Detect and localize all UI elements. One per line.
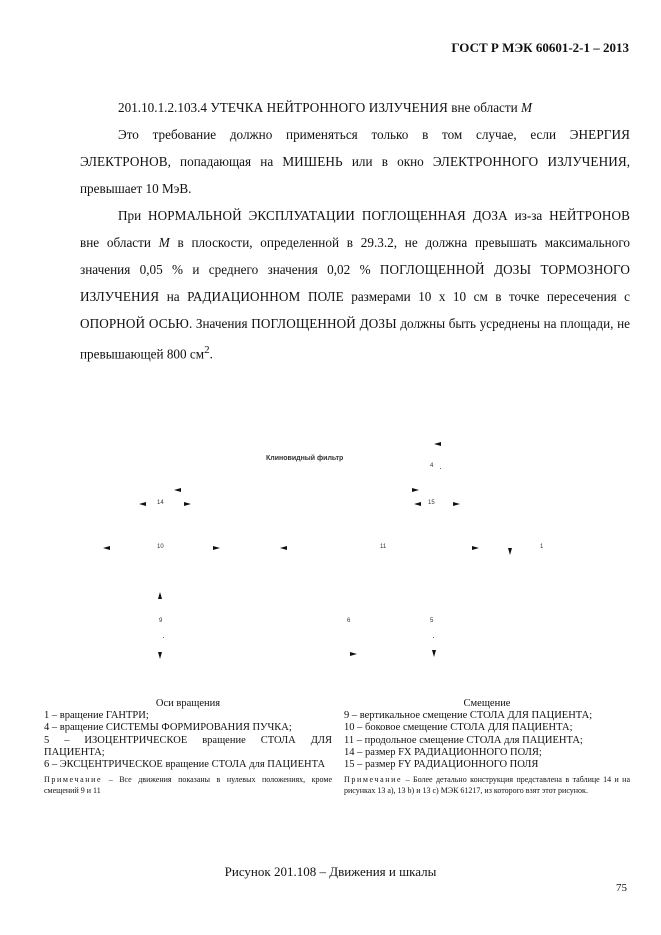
legend-item: 9 – вертикальное смещение СТОЛА ДЛЯ ПАЦИЕНТА; [344, 710, 593, 722]
p2-term-4: РАДИАЦИОННОМ ПОЛЕ [187, 289, 344, 304]
arrow-right-icon [472, 546, 479, 550]
legend-item: 5 – ИЗОЦЕНТРИЧЕСКОЕ вращение СТОЛА ДЛЯ ПАЦИЕНТА; [44, 734, 332, 758]
legend-item: 15 – размер FY РАДИАЦИОННОГО ПОЛЯ [344, 759, 539, 771]
clause-title-rest: вне области [451, 100, 518, 115]
legend-displacement [344, 698, 630, 796]
legend-title-right: Смещение [463, 698, 511, 709]
figure-movements-scales [0, 430, 661, 700]
legend-item: 1 – вращение ГАНТРИ; [44, 710, 149, 722]
p2-term-6: ПОГЛОЩЕННОЙ ДОЗЫ [251, 316, 397, 331]
p2-text-2: вне области [80, 235, 151, 250]
label-1: 1 [540, 544, 544, 550]
legend-item: 11 – продольное смещение СТОЛА для ПАЦИЕНТА; [344, 734, 583, 746]
p1-text-4: , превышает 10 МэВ. [80, 154, 631, 196]
note-label: Примечание [44, 775, 103, 785]
label-9: 9 [159, 618, 163, 624]
p2-text-5: размерами 10 х 10 см в точке пересечения с [351, 289, 631, 304]
arrow-right-icon [213, 546, 220, 550]
legend-note-left [44, 775, 332, 796]
p2-superscript: 2 [204, 344, 210, 356]
paragraph-2 [80, 202, 630, 367]
arrow-down-icon [158, 652, 162, 659]
note-text: – Более детально конструкция представлена в таблице 14 и на рисунках 13 а), 13 b) и 13 с) МЭК 61217, из которого взят этот рисунок. [344, 775, 630, 795]
arrow-left-icon [103, 546, 110, 550]
figure-title: Клиновидный фильтр [266, 455, 344, 462]
p1-term-2: МИШЕНЬ [282, 154, 343, 169]
label-15: 15 [428, 500, 435, 506]
label-14: 14 [157, 500, 164, 506]
arrow-left-icon [174, 488, 181, 492]
p2-symbol-m: M [158, 235, 170, 250]
arrow-left-icon [280, 546, 287, 550]
paragraph-1 [80, 121, 630, 202]
legend-item: 6 – ЭКСЦЕНТРИЧЕСКОЕ вращение СТОЛА для ПАЦИЕНТА [44, 759, 326, 771]
legend-note-right [344, 775, 630, 796]
arrow-right-icon [412, 488, 419, 492]
p2-text-3: в плоскости, определенной в 29.3.2, не должна превышать максимального значения 0,05 % и среднего значения 0,02 % [80, 235, 630, 277]
arrow-right-icon [350, 652, 357, 656]
p2-term-3: ПОГЛОЩЕННОЙ ДОЗЫ ТОРМОЗНОГО ИЗЛУЧЕНИЯ [80, 262, 631, 304]
arrow-down-icon [508, 548, 512, 555]
figure-dot [440, 468, 441, 469]
figure-caption: Рисунок 201.108 – Движения и шкалы [224, 864, 437, 879]
arrow-down-icon [432, 650, 436, 657]
label-10: 10 [157, 544, 164, 550]
legend-item: 4 – вращение СИСТЕМЫ ФОРМИРОВАНИЯ ПУЧКА; [44, 722, 292, 734]
p1-text-3: или в окно [351, 154, 424, 169]
legend-item: 10 – боковое смещение СТОЛА ДЛЯ ПАЦИЕНТА; [344, 722, 573, 734]
figure-dot [433, 637, 434, 638]
label-6: 6 [347, 618, 351, 624]
p2-text-7: должны быть усреднены на площади, не превышающей 800 см [80, 316, 631, 362]
document-header: ГОСТ Р МЭК 60601-2-1 – 2013 [451, 40, 629, 55]
clause-number: 201.10.1.2.103.4 [118, 100, 208, 115]
p2-term-1: НОРМАЛЬНОЙ ЭКСПЛУАТАЦИИ ПОГЛОЩЕННАЯ ДОЗА [148, 208, 508, 223]
label-5: 5 [430, 618, 434, 624]
body-text [80, 94, 630, 367]
legend-rotation-axes [44, 698, 332, 796]
arrow-up-icon [158, 592, 162, 599]
p2-term-5: ОПОРНОЙ ОСЬЮ [80, 316, 189, 331]
label-11: 11 [380, 544, 387, 550]
note-label: Примечание [344, 775, 403, 785]
arrow-left-icon [414, 502, 421, 506]
p2-term-2: НЕЙТРОНОВ [549, 208, 631, 223]
p1-term-1: ЭНЕРГИЯ ЭЛЕКТРОНОВ [80, 127, 630, 169]
clause-heading [80, 94, 630, 121]
clause-title-symbol: M [521, 100, 533, 115]
p2-text-4: на [166, 289, 180, 304]
label-4: 4 [430, 463, 434, 469]
p1-term-3: ЭЛЕКТРОННОГО ИЗЛУЧЕНИЯ [432, 154, 627, 169]
p1-text-2: , попадающая на [167, 154, 274, 169]
note-text: – Все движения показаны в нулевых положениях, кроме смещений 9 и 11 [44, 775, 333, 795]
p2-text-0: При [118, 208, 142, 223]
arrow-left-icon [434, 442, 441, 446]
p2-text-6: . Значения [188, 316, 248, 331]
arrow-right-icon [184, 502, 191, 506]
arrow-left-icon [139, 502, 146, 506]
figure-dot [163, 637, 164, 638]
p2-text-1: из-за [514, 208, 543, 223]
clause-title-caps: УТЕЧКА НЕЙТРОННОГО ИЗЛУЧЕНИЯ [210, 100, 448, 115]
p1-text-1: Это требование должно применяться только в том случае, если [118, 127, 557, 142]
arrow-right-icon [453, 502, 460, 506]
page-number: 75 [616, 882, 627, 894]
legend-title-left: Оси вращения [155, 698, 221, 709]
p2-text-8: . [209, 346, 213, 362]
legend-item: 14 – размер FX РАДИАЦИОННОГО ПОЛЯ; [344, 746, 542, 758]
